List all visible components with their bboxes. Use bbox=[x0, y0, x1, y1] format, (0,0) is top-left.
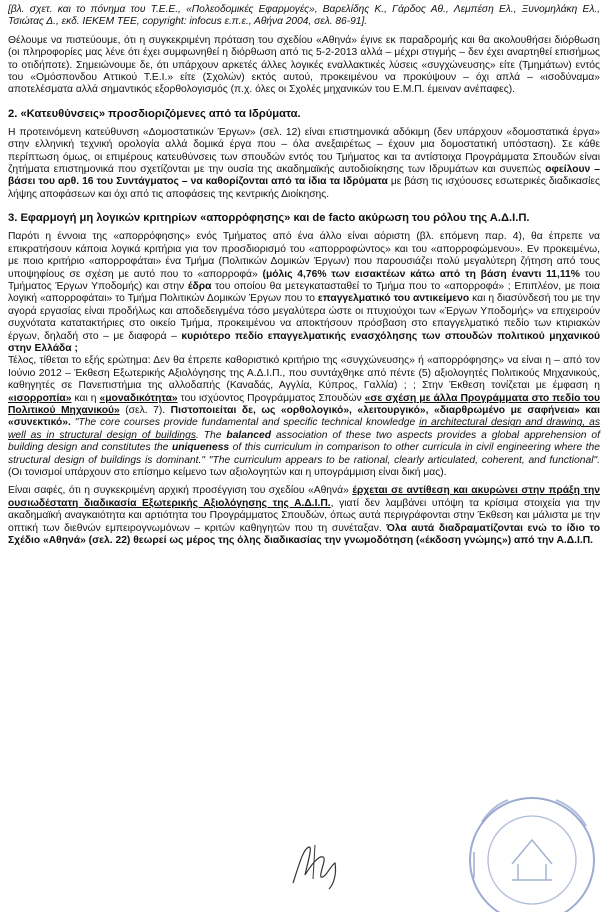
section-2-heading: 2. «Κατευθύνσεις» προσδιοριζόμενες από τα Ιδρύματα. bbox=[8, 107, 301, 120]
text-run: με βάση τις ισχύουσες εσωτερικές διαδικασίες λήψης αποφάσεων και όχι από τις αποφάσεις της κεντρικής Διοίκησης. bbox=[8, 176, 600, 200]
text-run: Παρότι η έννοια της «απορρόφησης» ενός Τμήματος από ένα άλλο είναι αόριστη (βλ. επόμενη παρ. 4), θα έπρεπε να επικρατήσουν κάποια λογικά κριτήρια για τον προσδιορισμό του «απορροφώντος» και του «απορροφώμενου». Εν προκειμένω, με ποιο κριτήριο «απορροφάται» ένα Τμήμα (Πολιτικών Δομικών Έργων) που παρουσιάζει πολύ μεγαλύτερη ζήτηση από τους υποψηφίους σε σχέση με αυτό που το «απορροφά» bbox=[8, 231, 600, 280]
section-2-paragraph bbox=[8, 127, 600, 201]
bold-text-run: οφείλουν – βάσει του αρθ. 16 του Συντάγματος – να καθορίζονται από τα ίδια τα Ιδρύματα bbox=[8, 164, 600, 188]
underlined-bold-run: «ισορροπία» bbox=[8, 392, 72, 404]
bold-text-run: (μόλις 4,76% των εισακτέων κάτω από τη βάση έναντι 11,11% bbox=[262, 268, 580, 280]
text-run: του Τμήματος Έργων Υποδομής) και στην bbox=[8, 268, 601, 292]
underlined-bold-run: έρχεται σε αντίθεση και ακυρώνει στην πράξη την ουσιωδέστατη διαδικασία Εξωτερικής Αξιολόγησης της Α.Δ.Ι.Π. bbox=[8, 485, 600, 509]
text-run: του ισχύοντος Προγράμματος Σπουδών bbox=[177, 392, 365, 404]
italic-bold-run: balanced bbox=[226, 429, 272, 441]
bold-text-run: Όλα αυτά διαδραματίζονται ενώ το ίδιο το Σχέδιο «Αθηνά» (σελ. 22) θεωρεί ως μέρος της όλης διαδικασίας την γνωμοδότηση («έκδοση γνώμης») από την Α.Δ.Ι.Π. bbox=[8, 522, 600, 547]
official-stamp bbox=[452, 782, 602, 912]
bold-text-run: επαγγελματικό του αντικείμενο bbox=[317, 293, 470, 305]
text-run: (Οι τονισμοί υπάρχουν στο επίσημο κείμενο των αξιολογητών και η υπογράμμιση είναι δική μας). bbox=[8, 467, 447, 478]
underlined-bold-run: «σε σχέση με άλλα Προγράμματα στο πεδίο του Πολιτικού Μηχανικού» bbox=[8, 392, 600, 416]
section-3-paragraph-3 bbox=[8, 485, 600, 547]
text-run: Η προτεινόμενη κατεύθυνση «Δομοστατικών Έργων» (σελ. 12) είναι επιστημονικά αδόκιμη (δεν υπάρχουν «δομοστατικά έργα» στην ελληνική τεχνική ορολογία αλλά δομικά έργα που – όλα ανεξαιρέτως – έχουν μια δομοστατική υπόσταση). Σε κάθε περίπτωση όμως, οι επιμέρους κατευθύνσεις των σπουδών εντός του Τμήματος και τα αντίστοιχα Προγράμματα Σπουδών είναι ζητήματα επιστημονικά που σχετίζονται με την ουσία της ακαδημαϊκής αυτοδιοίκησης των Ιδρυμάτων και συνεπώς bbox=[8, 126, 600, 176]
italic-quote-run: . The bbox=[195, 429, 227, 441]
italic-quote-run: of this curriculum in comparison to other curricula in civil engineering where the structural design of buildings is dominant." "The curriculum appears to be rational, clearly articulated, coherent, and functional". bbox=[8, 442, 600, 466]
text-run: Τέλος, τίθεται το εξής ερώτημα: Δεν θα έπρεπε καθοριστικό κριτήριο της «συγχώνευσης» ή «απορρόφησης» να είναι η – από τον Ιούνιο 2012 – Έκθεση Εξωτερικής Αξιολόγησης της Α.Δ.Ι.Π., που συντάχθηκε από πέντε (5) αξιολογητές Πολιτικούς Μηχανικούς, καθηγητές σε Πανεπιστήμια της αλλοδαπής (Καναδάς, Αγγλία, Κύπρος, Γαλλία) ; ; Στην Έκθεση τονίζεται με έμφαση η bbox=[8, 355, 600, 392]
section-3-paragraph-1 bbox=[8, 231, 600, 355]
section-3-paragraph-2 bbox=[8, 355, 600, 479]
handwritten-signature bbox=[285, 835, 345, 895]
text-run: (σελ. 7). bbox=[119, 404, 171, 416]
document-page bbox=[8, 4, 600, 547]
reference-note: [βλ. σχετ. και το πόνημα του Τ.Ε.Ε., «Πολεοδομικές Εφαρμογές», Βαρελίδης Κ., Γάρδος Αθ., Λεμπέση Ελ., Ξυνομηλάκη Ελ., Τσιώτας Δ., εκδ. ΙΕΚΕΜ ΤΕΕ, copyright: infocus ε.π.ε., Αθήνα 2004, σελ. 86-91]. bbox=[8, 4, 600, 28]
bold-text-run: Πιστοποιείται δε, ως «ορθολογικό», «λειτουργικό», «διαρθρωμένο με σαφήνεια» και «συνεκτικό». bbox=[8, 404, 600, 429]
text-run: του οποίου θα μετεγκατασταθεί το Τμήμα που το «απορροφά» ; Επιπλέον, με ποια λογική «απορροφάται» το Τμήμα Πολιτικών Δομικών Έργων που το bbox=[8, 280, 600, 305]
text-run: Είναι σαφές, ότι η συγκεκριμένη αρχική προσέγγιση του σχεδίου «Αθηνά» bbox=[8, 485, 353, 497]
intro-paragraph: Θέλουμε να πιστεύουμε, ότι η συγκεκριμένη πρόταση του σχεδίου «Αθηνά» έγινε εκ παραδρομής και θα ακολουθήσει διόρθωση (οι πληροφορίες μας λένε ότι έχει συμφωνηθεί η διόρθωση από τις 5-2-2013 αλλά – μέχρι στιγμής – δεν έχει αναρτηθεί επισήμως το οτιδήποτε). Σημειώνουμε δε, ότι υπάρχουν αρκετές άλλες λογικές εναλλακτικές λύσεις «συγχώνευσης» είτε (Τμημάτων) εντός του «Ομόσπονδου Αττικού Τ.Ε.Ι.» είτε (Σχολών) εκτός αυτού, προκειμένου να προκύψουν – όχι απλά – «ισοδύναμα» αποτελέσματα αλλά σημαντικός εξορθολογισμός (π.χ. όλες οι Σχολές μηχανικών του Ε.Μ.Π. έμειναν ανέπαφες). bbox=[8, 34, 600, 96]
bold-text-run: έδρα bbox=[187, 280, 212, 292]
italic-quote-run: association of these two aspects provides a global apprehension of building design and constitutes the bbox=[8, 429, 601, 454]
bold-text-run: κυριότερο πεδίο επαγγελματικής ενασχόλησης των σπουδών πολιτικού μηχανικού στην Ελλάδα ; bbox=[8, 330, 600, 354]
section-3-heading: 3. Εφαρμογή μη λογικών κριτηρίων «απορρόφησης» και de facto ακύρωση του ρόλου της Α.Δ.Ι.Π. bbox=[8, 212, 530, 225]
italic-underlined-run: in architectural design and drawing, as well as in structural design of buildings bbox=[8, 417, 600, 441]
text-run: , γιατί δεν λαμβάνει υπόψη τα κρίσιμα στοιχεία για την ακαδημαϊκή αναγκαιότητα και αρτιότητα του Προγράμματος Σπουδών, όπως αυτά περιγράφονται στην Έκθεση και μάλιστα με την οπτική των διεθνών εμπειρογνωμόνων – κριτών καθηγητών που τη συνέταξαν. bbox=[8, 497, 601, 534]
underlined-bold-run: «μοναδικότητα» bbox=[99, 392, 178, 404]
italic-quote-run: "The core courses provide fundamental and specific technical knowledge bbox=[70, 417, 420, 429]
text-run: και η bbox=[71, 392, 100, 404]
italic-bold-run: uniqueness bbox=[171, 442, 230, 454]
text-run: και η διασύνδεσή του με την αγορά εργασίας είναι προδήλως και αποδεδειγμένα τόσο μεγαλύτερα ώστε οι πτυχιούχοι των «Έργων Υποδομής» να επιχειρούν συχνότατα κατατακτήριες στο οικείο Τμήμα, προκειμένου να αποκτήσουν πρόσβαση στο επαγγελματικό πεδίο των κτιριακών έργων, δηλαδή στο – με διαφορά – bbox=[8, 293, 600, 342]
